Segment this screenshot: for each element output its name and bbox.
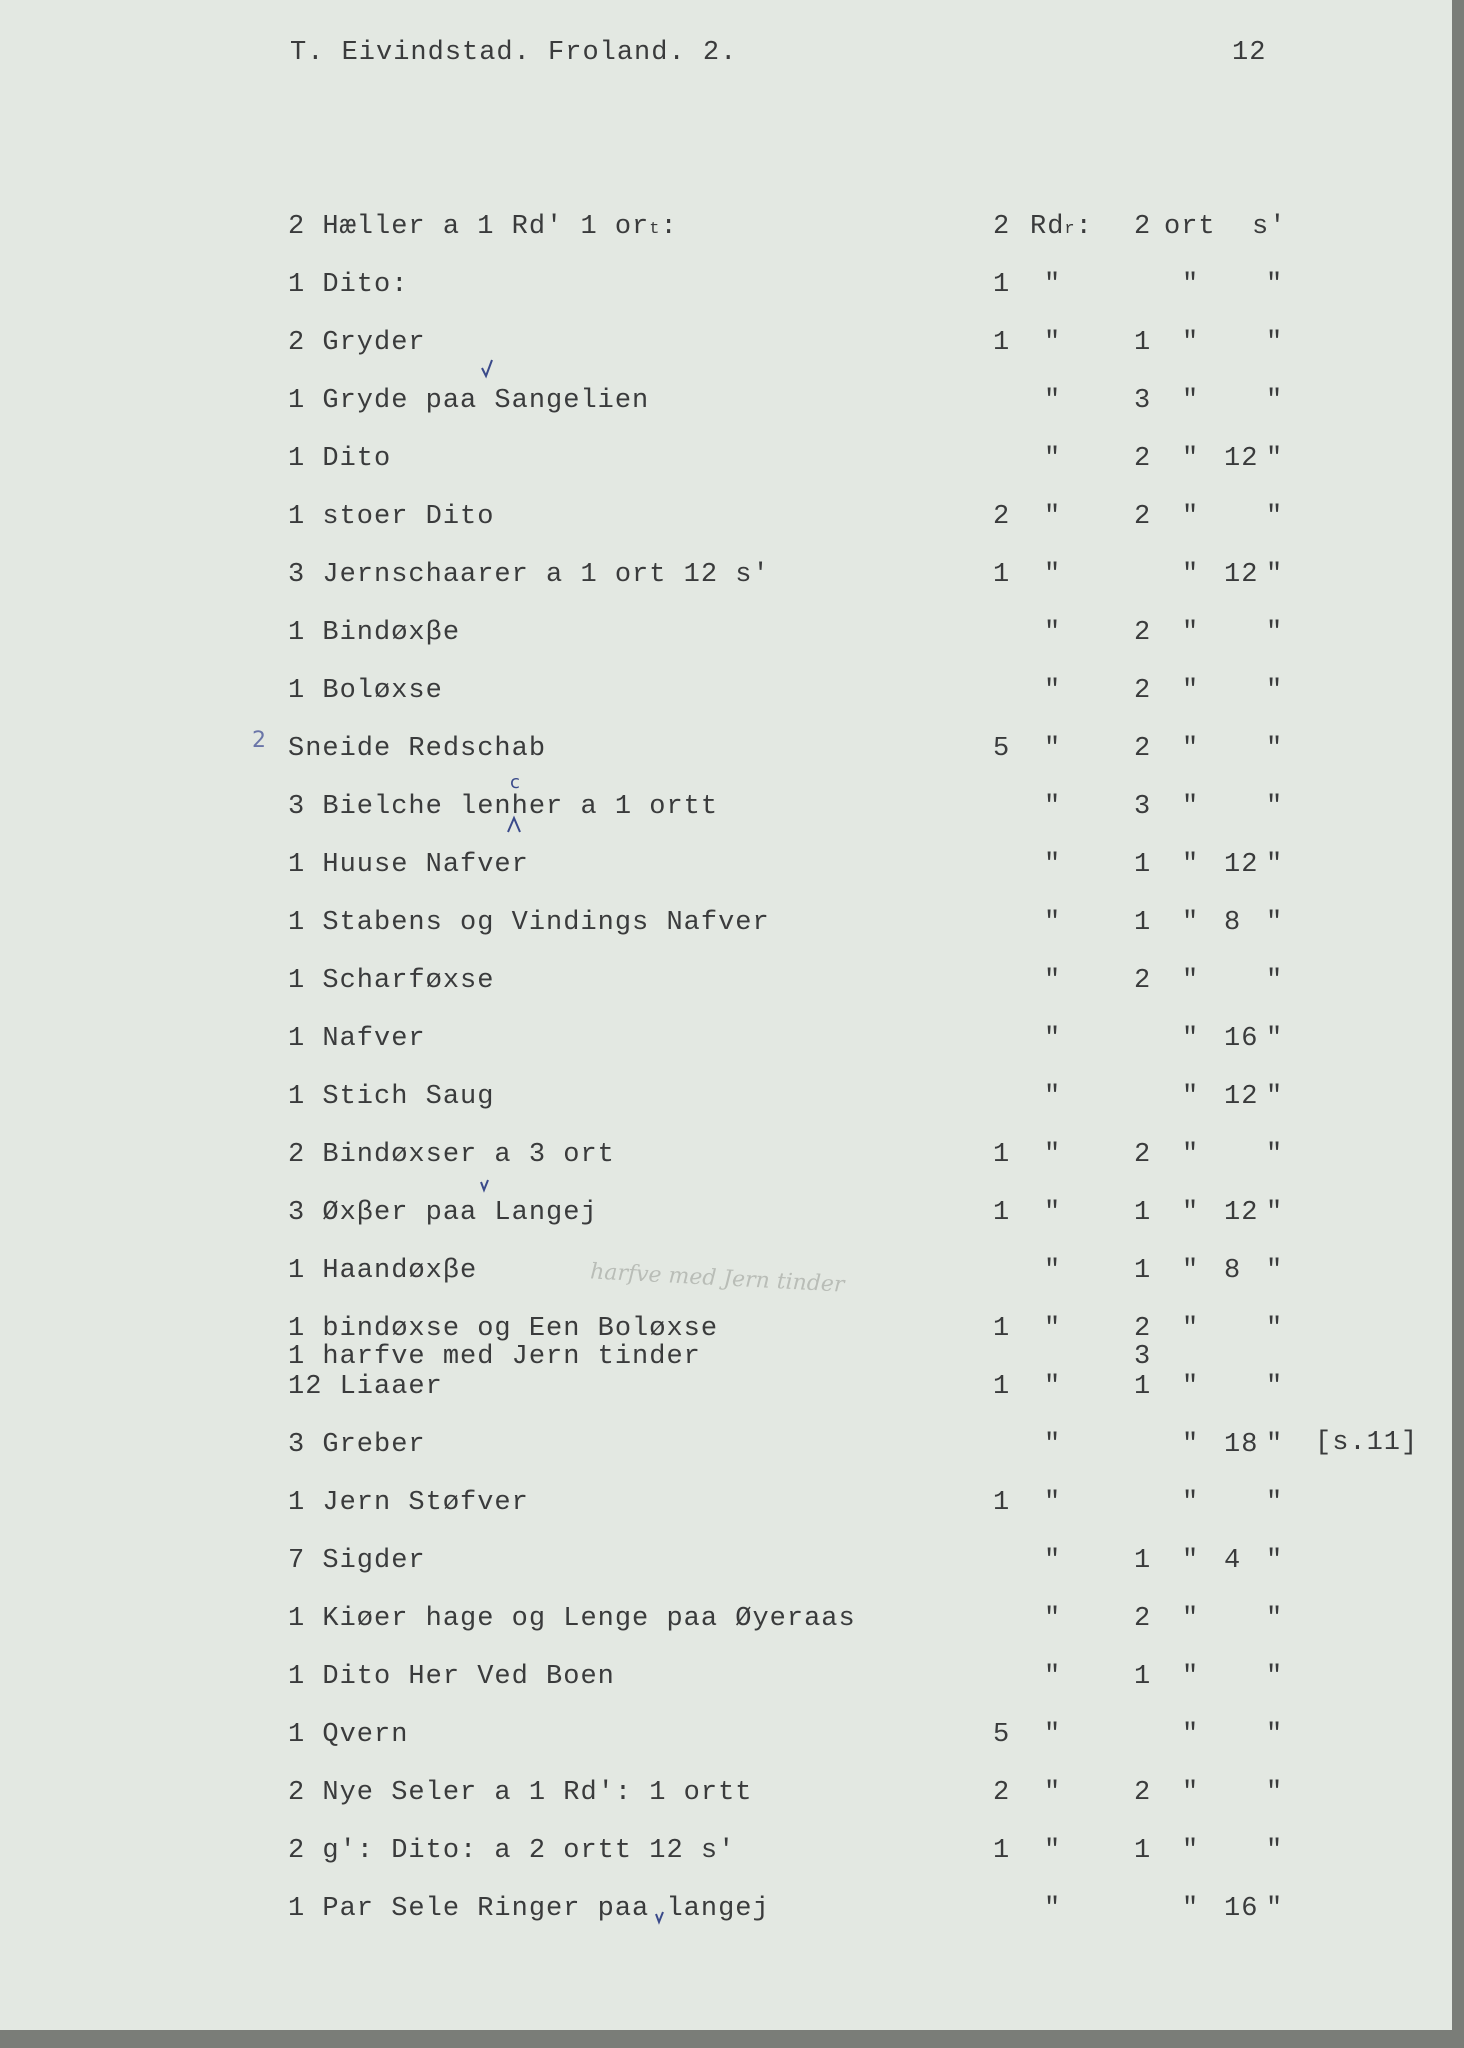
item-description: 1 Qvern (288, 1720, 409, 1750)
ort-value: 1 (1134, 908, 1152, 938)
table-row (0, 734, 1452, 774)
rd-mark: " (1044, 908, 1062, 938)
table-row (0, 1198, 1452, 1238)
ort-value: 2 (1134, 618, 1152, 648)
item-description: Sneide Redschab (288, 734, 547, 764)
item-description: 2 Bindøxser a 3 ort (288, 1140, 615, 1170)
rd-value: 1 (993, 560, 1011, 590)
rd-mark: " (1044, 1546, 1062, 1576)
ort-mark: " (1182, 1430, 1200, 1460)
ort-mark: " (1182, 1024, 1200, 1054)
ort-mark: " (1182, 1082, 1200, 1112)
rd-mark: " (1044, 734, 1062, 764)
ort-mark: " (1182, 792, 1200, 822)
table-row (0, 328, 1452, 368)
rd-mark: " (1044, 1314, 1062, 1344)
s-mark: " (1266, 734, 1284, 764)
item-description: 1 Nafver (288, 1024, 426, 1054)
s-mark: " (1266, 1662, 1284, 1692)
insert-letter-annotation: c (510, 772, 520, 793)
s-value: 12 (1224, 1082, 1259, 1112)
s-value: 12 (1224, 560, 1259, 590)
rd-mark: " (1044, 270, 1062, 300)
superscript: t (649, 220, 661, 239)
ort-mark: " (1182, 270, 1200, 300)
s-mark: " (1266, 1256, 1284, 1286)
item-description: 2 g': Dito: a 2 ortt 12 s' (288, 1836, 736, 1866)
s-mark: " (1266, 1720, 1284, 1750)
ort-mark: " (1182, 734, 1200, 764)
s-mark: " (1266, 328, 1284, 358)
s-mark: " (1266, 618, 1284, 648)
rd-value: 2 (993, 502, 1011, 532)
rd-mark: " (1044, 1140, 1062, 1170)
ort-mark: " (1182, 966, 1200, 996)
table-row (0, 1372, 1452, 1412)
ort-mark: " (1182, 560, 1200, 590)
rd-mark: " (1044, 1720, 1062, 1750)
page-title: T. Eivindstad. Froland. 2. (290, 38, 738, 68)
ort-value: 1 (1134, 1836, 1152, 1866)
rd-value: 1 (993, 1372, 1011, 1402)
ort-mark: " (1182, 618, 1200, 648)
rd-value: 2 (993, 1778, 1011, 1808)
ort-mark: " (1182, 1778, 1200, 1808)
s-mark: " (1266, 850, 1284, 880)
rd-mark: " (1044, 1256, 1062, 1286)
s-value: 16 (1224, 1024, 1259, 1054)
s-mark: " (1266, 1082, 1284, 1112)
side-note: [s.11] (1315, 1428, 1419, 1458)
s-value: 8 (1224, 1256, 1242, 1286)
rd-mark: " (1044, 1836, 1062, 1866)
ort-value: 1 (1134, 850, 1152, 880)
item-description: 1 Haandøxβe (288, 1256, 478, 1286)
punctuation: : (1075, 212, 1093, 242)
s-mark: " (1266, 966, 1284, 996)
s-mark: " (1266, 1488, 1284, 1518)
ort-mark: " (1182, 1894, 1200, 1924)
rd-mark: " (1044, 966, 1062, 996)
ort-value: 3 (1134, 792, 1152, 822)
table-row (0, 270, 1452, 310)
item-description: 1 Dito Her Ved Boen (288, 1662, 615, 1692)
s-mark: s' (1252, 212, 1287, 242)
rd-mark: " (1044, 850, 1062, 880)
s-mark: " (1266, 1836, 1284, 1866)
margin-number-annotation: 2 (252, 728, 266, 753)
rd-value: 1 (993, 1314, 1011, 1344)
ort-value: 1 (1134, 1256, 1152, 1286)
s-mark: " (1266, 1778, 1284, 1808)
faded-overwritten-text: harfve med Jern tinder (589, 1259, 846, 1298)
ort-mark: " (1182, 850, 1200, 880)
item-description: 2 Nye Seler a 1 Rd': 1 ortt (288, 1778, 753, 1808)
s-mark: " (1266, 270, 1284, 300)
ort-mark: ort (1164, 212, 1216, 242)
item-description: 1 stoer Dito (288, 502, 495, 532)
ort-mark: " (1182, 1546, 1200, 1576)
ort-value: 2 (1134, 1314, 1152, 1344)
check-mark-icon (481, 1180, 488, 1190)
rd-mark: " (1044, 386, 1062, 416)
table-row (0, 676, 1452, 716)
rd-mark: " (1044, 1082, 1062, 1112)
ort-mark: " (1182, 1140, 1200, 1170)
table-row (0, 1720, 1452, 1760)
table-row (0, 212, 1452, 252)
ort-value: 2 (1134, 966, 1152, 996)
item-description: 3 Jernschaarer a 1 ort 12 s' (288, 560, 770, 590)
ort-value: 2 (1134, 212, 1152, 242)
table-row (0, 618, 1452, 658)
ort-mark: " (1182, 908, 1200, 938)
rd-mark: " (1044, 1024, 1062, 1054)
ort-mark: " (1182, 676, 1200, 706)
table-row (0, 1836, 1452, 1876)
s-mark: " (1266, 1024, 1284, 1054)
table-row (0, 792, 1452, 832)
ort-value: 1 (1134, 1198, 1152, 1228)
ort-mark: " (1182, 1198, 1200, 1228)
table-row (0, 386, 1452, 426)
table-row (0, 908, 1452, 948)
rd-mark: " (1044, 1488, 1062, 1518)
item-description: 1 Gryde paa Sangelien (288, 386, 650, 416)
rd-mark: " (1044, 1778, 1062, 1808)
s-value: 12 (1224, 1198, 1259, 1228)
rd-value: 1 (993, 328, 1011, 358)
ort-mark: " (1182, 502, 1200, 532)
rd-mark: " (1044, 676, 1062, 706)
item-description: 1 Scharføxse (288, 966, 495, 996)
item-description: 1 bindøxse og Een Boløxse (288, 1314, 719, 1344)
ort-value: 3 (1134, 1342, 1152, 1372)
ort-value: 2 (1134, 734, 1152, 764)
s-value: 12 (1224, 444, 1259, 474)
table-row (0, 1024, 1452, 1064)
ort-value: 1 (1134, 1662, 1152, 1692)
ort-value: 1 (1134, 1546, 1152, 1576)
item-description: 2 Gryder (288, 328, 426, 358)
ort-value: 2 (1134, 1778, 1152, 1808)
ort-mark: " (1182, 1372, 1200, 1402)
s-mark: " (1266, 444, 1284, 474)
s-mark: " (1266, 502, 1284, 532)
table-row (0, 444, 1452, 484)
table-row (0, 1488, 1452, 1528)
ort-value: 2 (1134, 502, 1152, 532)
s-mark: " (1266, 792, 1284, 822)
rd-value: 1 (993, 270, 1011, 300)
s-value: 16 (1224, 1894, 1259, 1924)
item-description: 1 Dito: (288, 270, 409, 300)
rd-mark: " (1044, 1198, 1062, 1228)
ort-mark: " (1182, 1720, 1200, 1750)
ort-mark: " (1182, 1256, 1200, 1286)
table-row (0, 1604, 1452, 1644)
s-mark: " (1266, 1604, 1284, 1634)
s-mark: " (1266, 1430, 1284, 1460)
ort-mark: " (1182, 1314, 1200, 1344)
rd-value: 5 (993, 1720, 1011, 1750)
s-mark: " (1266, 1546, 1284, 1576)
s-mark: " (1266, 1372, 1284, 1402)
item-description: 1 Huuse Nafver (288, 850, 529, 880)
ort-value: 2 (1134, 1604, 1152, 1634)
rd-mark: " (1044, 1662, 1062, 1692)
ort-mark: " (1182, 1604, 1200, 1634)
table-row (0, 850, 1452, 890)
item-description: 2 Hæller a 1 Rd' 1 ort: (288, 212, 678, 242)
page-number: 12 (1232, 38, 1267, 68)
table-row (0, 966, 1452, 1006)
table-row (0, 502, 1452, 542)
s-mark: " (1266, 908, 1284, 938)
item-description: 1 Stich Saug (288, 1082, 495, 1112)
rd-value: 1 (993, 1836, 1011, 1866)
table-row (0, 1082, 1452, 1122)
rd-value: 2 (993, 212, 1011, 242)
s-mark: " (1266, 560, 1284, 590)
rd-value: 1 (993, 1488, 1011, 1518)
table-row (0, 1546, 1452, 1586)
rd-mark: " (1044, 328, 1062, 358)
ort-mark: " (1182, 386, 1200, 416)
item-description: 1 Boløxse (288, 676, 443, 706)
item-description: 3 Greber (288, 1430, 426, 1460)
ort-mark: " (1182, 444, 1200, 474)
table-row (0, 1778, 1452, 1818)
item-description: 12 Liaaer (288, 1372, 443, 1402)
rd-mark: " (1044, 618, 1062, 648)
rd-mark: " (1044, 444, 1062, 474)
s-mark: " (1266, 1140, 1284, 1170)
ort-mark: " (1182, 1662, 1200, 1692)
s-mark: " (1266, 386, 1284, 416)
rd-mark: " (1044, 1430, 1062, 1460)
rd-mark: " (1044, 560, 1062, 590)
rd-mark: " (1044, 1604, 1062, 1634)
ort-mark: " (1182, 1836, 1200, 1866)
rd-mark: " (1044, 1372, 1062, 1402)
rd-value: 1 (993, 1140, 1011, 1170)
rd-value: 5 (993, 734, 1011, 764)
item-description: 3 Bielche lenher a 1 ortt (288, 792, 719, 822)
item-description: 1 Dito (288, 444, 392, 474)
s-value: 12 (1224, 850, 1259, 880)
ort-value: 1 (1134, 1372, 1152, 1402)
rd-mark: " (1044, 1894, 1062, 1924)
s-value: 4 (1224, 1546, 1242, 1576)
item-description: 1 harfve med Jern tinder (288, 1342, 701, 1372)
table-row (0, 1430, 1452, 1470)
s-mark: " (1266, 1894, 1284, 1924)
ort-value: 3 (1134, 386, 1152, 416)
s-mark: " (1266, 1198, 1284, 1228)
s-mark: " (1266, 676, 1284, 706)
item-description: 1 Jern Støfver (288, 1488, 529, 1518)
ort-mark: " (1182, 1488, 1200, 1518)
ort-value: 1 (1134, 328, 1152, 358)
table-row (0, 560, 1452, 600)
table-row (0, 1894, 1452, 1934)
item-description: 1 Par Sele Ringer paa langej (288, 1894, 770, 1924)
ort-value: 2 (1134, 676, 1152, 706)
item-description: 3 Øxβer paa Langej (288, 1198, 598, 1228)
table-row (0, 1140, 1452, 1180)
item-description: 1 Stabens og Vindings Nafver (288, 908, 770, 938)
punctuation: : (660, 212, 678, 242)
table-row (0, 1662, 1452, 1702)
item-description: 1 Kiøer hage og Lenge paa Øyeraas (288, 1604, 856, 1634)
rd-mark: " (1044, 792, 1062, 822)
s-value: 8 (1224, 908, 1242, 938)
s-mark: " (1266, 1314, 1284, 1344)
ort-value: 2 (1134, 444, 1152, 474)
rd-mark: " (1044, 502, 1062, 532)
superscript: r (1064, 220, 1076, 239)
item-description: 7 Sigder (288, 1546, 426, 1576)
ort-value: 2 (1134, 1140, 1152, 1170)
s-value: 18 (1224, 1430, 1259, 1460)
ort-mark: " (1182, 328, 1200, 358)
rd-mark: Rdr: (1030, 212, 1093, 242)
item-description: 1 Bindøxβe (288, 618, 461, 648)
rd-value: 1 (993, 1198, 1011, 1228)
